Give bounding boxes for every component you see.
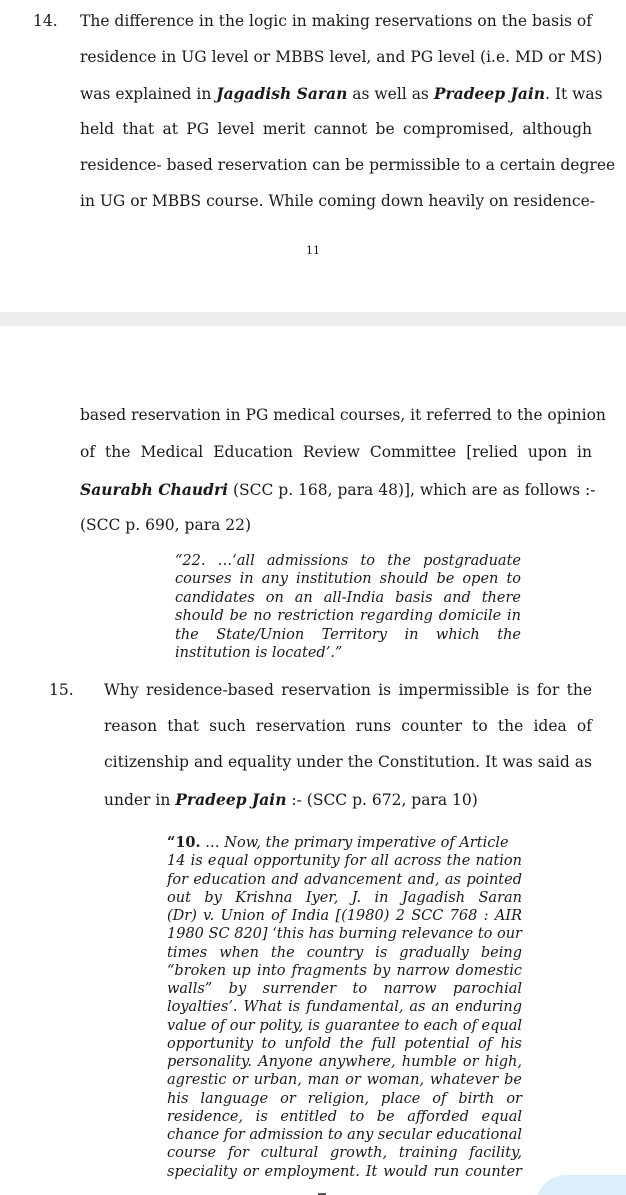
paragraph-number-14: 14.	[33, 12, 58, 30]
quote10-line: times when the country is gradually being	[167, 944, 522, 961]
quote22-line: the State/Union Territory in which the	[175, 626, 521, 643]
quote10-line: (Dr) v. Union of India [(1980) 2 SCC 768 : AIR	[167, 908, 522, 925]
continuation-line-1: based reservation in PG medical courses, it referred to the opinion	[80, 406, 606, 424]
quote10-line: out by Krishna Iyer, J. in Jagadish Saran	[167, 889, 522, 906]
quote22-line: “22. …‘all admissions to the postgraduate	[175, 553, 521, 569]
case-name-pradeep-jain: Pradeep Jain	[433, 84, 546, 103]
quote22-line: should be no restriction regarding domicile in	[175, 608, 521, 625]
text-run: under in	[104, 791, 176, 809]
quote10-line: walls” by surrender to narrow parochial	[167, 981, 522, 998]
quote22-line: courses in any institution should be open to	[175, 571, 521, 588]
page-12	[0, 326, 626, 1195]
quote10-line: personality. Anyone anywhere, humble or high,	[167, 1054, 522, 1071]
quote22-line: institution is located’.”	[175, 645, 343, 661]
para14-line-2: residence in UG level or MBBS level, and PG level (i.e. MD or MS)	[80, 48, 603, 66]
text-run: . It was	[545, 85, 603, 103]
quote10-line-1	[167, 834, 522, 852]
para14-line-4: held that at PG level merit cannot be compromised, although	[80, 120, 592, 138]
quote10-line: agrestic or urban, man or woman, whatever be	[167, 1072, 522, 1089]
floating-action-button[interactable]	[536, 1175, 626, 1195]
case-name-pradeep-jain: Pradeep Jain	[175, 790, 287, 809]
case-name-jagadish-saran: Jagadish Saran	[216, 84, 348, 103]
quote10-line: residence, is entitled to be afforded equal	[167, 1108, 522, 1125]
para15-line-3: citizenship and equality under the Constitution. It was said as	[104, 753, 592, 771]
quote10-line: his language or religion, place of birth or	[167, 1090, 522, 1107]
para15-line-4	[104, 790, 478, 809]
quote10-line: loyalties’. What is fundamental, as an enduring	[167, 999, 522, 1016]
quote10-line: “broken up into fragments by narrow domestic	[167, 962, 522, 979]
quote10-line: value of our polity, is guarantee to each of equal	[167, 1017, 523, 1034]
quote-para-number: “10.	[167, 834, 201, 851]
para14-line-1: The difference in the logic in making reservations on the basis of	[80, 12, 592, 30]
quote10-line: for education and advancement and, as pointed	[167, 871, 522, 888]
paragraph-number-15: 15.	[49, 681, 74, 699]
quote10-line: 14 is equal opportunity for all across the nation	[167, 853, 522, 870]
text-run: … Now, the primary imperative of Article	[200, 835, 509, 851]
continuation-line-4: (SCC p. 690, para 22)	[80, 516, 252, 534]
para15-line-2: reason that such reservation runs counter to the idea of	[104, 717, 592, 735]
quote10-line: course for cultural growth, training facility,	[167, 1145, 522, 1162]
quote22-line: candidates on an all-India basis and there	[175, 589, 521, 606]
quote10-line: opportunity to unfold the full potential of his	[167, 1035, 522, 1052]
quote10-line: speciality or employment. It would run counter	[167, 1163, 522, 1180]
quote10-line: chance for admission to any secular educational	[167, 1127, 522, 1144]
page-number: 11	[306, 244, 320, 257]
continuation-line-3	[80, 480, 596, 499]
text-run: as well as	[347, 85, 434, 103]
para15-line-1: Why residence-based reservation is impermissible is for the	[104, 681, 592, 699]
page-11	[0, 0, 626, 312]
para14-line-3	[80, 84, 603, 103]
continuation-line-2: of the Medical Education Review Committee [relied upon in	[80, 443, 592, 461]
para14-line-5: residence- based reservation can be permissible to a certain degree	[80, 156, 616, 174]
case-name-saurabh-chaudri: Saurabh Chaudri	[80, 480, 229, 499]
page-separator	[0, 312, 626, 326]
text-run: (SCC p. 168, para 48)], which are as follows :-	[228, 481, 596, 499]
text-run: :- (SCC p. 672, para 10)	[286, 791, 478, 809]
para14-line-6: in UG or MBBS course. While coming down heavily on residence-	[80, 192, 596, 210]
quote10-line: 1980 SC 820] ‘this has burning relevance to our	[167, 926, 522, 943]
text-run: was explained in	[80, 85, 217, 103]
